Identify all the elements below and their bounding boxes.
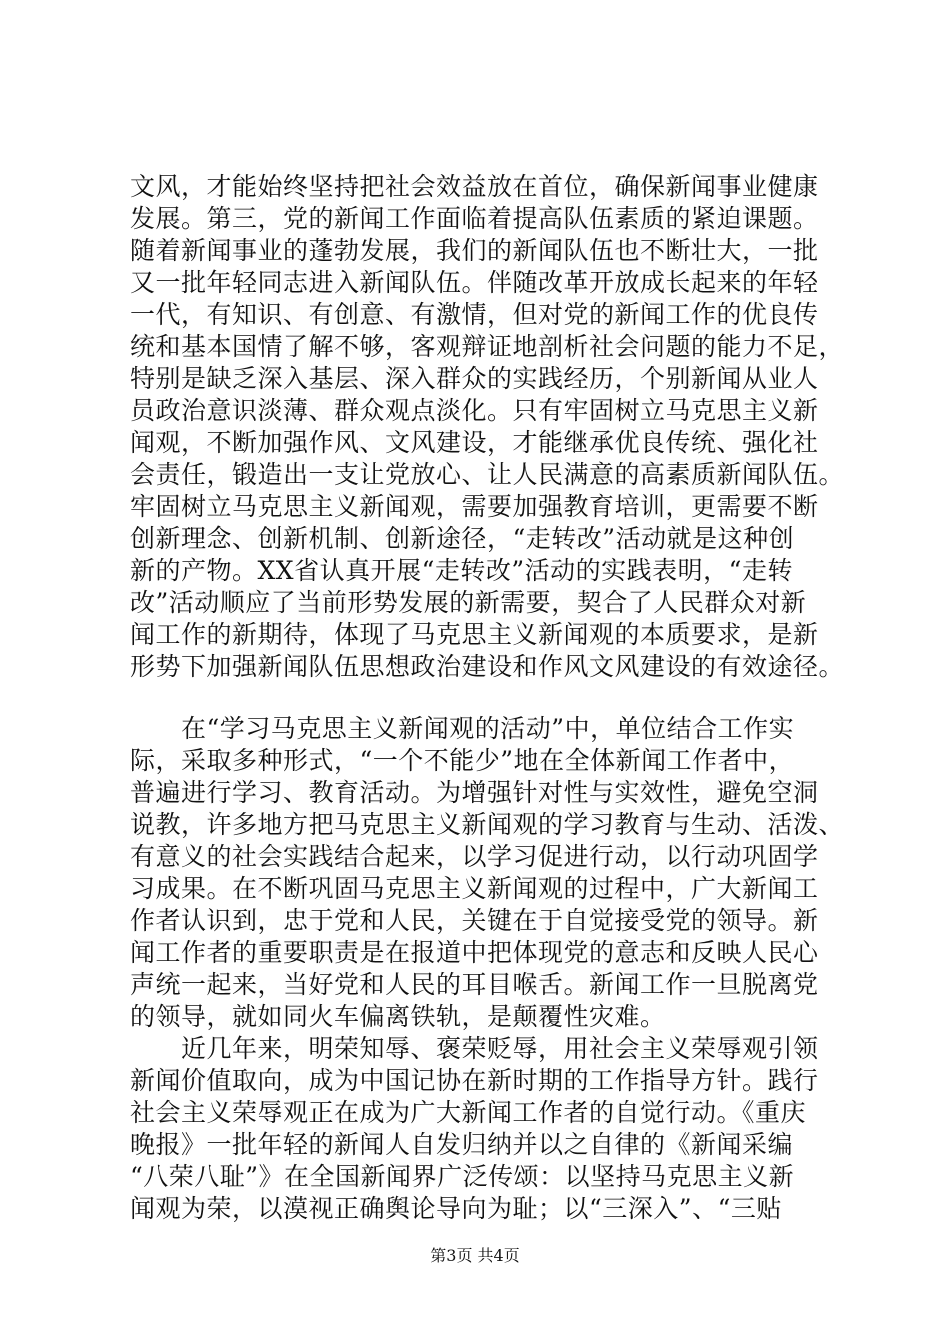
text-line: 际，采取多种形式，“一个不能少”地在全体新闻工作者中， — [130, 746, 795, 775]
paragraph — [130, 171, 845, 683]
paragraph — [130, 1033, 830, 1225]
text-line: 随着新闻事业的蓬勃发展，我们的新闻队伍也不断壮大，一批 — [130, 236, 819, 265]
text-line: 作者认识到，忠于党和人民，关键在于自觉接受党的领导。新 — [130, 906, 819, 935]
text-line: 习成果。在不断巩固马克思主义新闻观的过程中，广大新闻工 — [130, 874, 819, 903]
text-line: 统和基本国情了解不够，客观辩证地剖析社会问题的能力不足， — [130, 332, 845, 361]
text-line: 一代，有知识、有创意、有激情，但对党的新闻工作的优良传 — [130, 300, 819, 329]
text-line: 又一批年轻同志进入新闻队伍。伴随改革开放成长起来的年轻 — [130, 268, 819, 297]
text-line: 近几年来，明荣知辱、褒荣贬辱，用社会主义荣辱观引领 — [130, 1034, 819, 1063]
text-line: 改”活动顺应了当前形势发展的新需要，契合了人民群众对新 — [130, 588, 807, 617]
text-line: 声统一起来，当好党和人民的耳目喉舌。新闻工作一旦脱离党 — [130, 970, 819, 999]
paragraph-spacer — [130, 683, 830, 713]
text-line: 晚报》一批年轻的新闻人自发归纳并以之自律的《新闻采编 — [130, 1130, 794, 1159]
text-line: 社会主义荣辱观正在成为广大新闻工作者的自觉行动。《重庆 — [130, 1098, 807, 1127]
text-line: 的领导，就如同火车偏离铁轨，是颠覆性灾难。 — [130, 1002, 666, 1031]
text-line: 特别是缺乏深入基层、深入群众的实践经历，个别新闻从业人 — [130, 364, 819, 393]
text-line: “八荣八耻”》在全国新闻界广泛传颂：以坚持马克思主义新 — [130, 1162, 795, 1191]
text-line: 说教，许多地方把马克思主义新闻观的学习教育与生动、活泼、 — [130, 810, 845, 839]
text-line: 新闻价值取向，成为中国记协在新时期的工作指导方针。践行 — [130, 1066, 819, 1095]
page-footer: 第3页 共4页 — [430, 1246, 520, 1265]
text-line: 闻观，不断加强作风、文风建设，才能继承优良传统、强化社 — [130, 428, 819, 457]
text-line: 发展。第三，党的新闻工作面临着提高队伍素质的紧迫课题。 — [130, 204, 819, 233]
paragraph — [130, 713, 845, 1033]
text-line: 新的产物。XX省认真开展“走转改”活动的实践表明，“走转 — [130, 556, 793, 585]
text-line: 员政治意识淡薄、群众观点淡化。只有牢固树立马克思主义新 — [130, 396, 819, 425]
text-line: 闻观为荣，以漠视正确舆论导向为耻；以“三深入”、“三贴 — [130, 1194, 782, 1223]
document-body — [130, 171, 845, 1225]
text-line: 普遍进行学习、教育活动。为增强针对性与实效性，避免空洞 — [130, 778, 819, 807]
text-line: 牢固树立马克思主义新闻观，需要加强教育培训，更需要不断 — [130, 492, 819, 521]
text-line: 在“学习马克思主义新闻观的活动”中，单位结合工作实 — [130, 714, 795, 743]
text-line: 创新理念、创新机制、创新途径，“走转改”活动就是这种创 — [130, 524, 795, 553]
text-line: 闻工作者的重要职责是在报道中把体现党的意志和反映人民心 — [130, 938, 819, 967]
text-line: 形势下加强新闻队伍思想政治建设和作风文风建设的有效途径。 — [130, 652, 845, 681]
text-line: 会责任，锻造出一支让党放心、让人民满意的高素质新闻队伍。 — [130, 460, 845, 489]
text-line: 文风，才能始终坚持把社会效益放在首位，确保新闻事业健康 — [130, 172, 819, 201]
text-line: 闻工作的新期待，体现了马克思主义新闻观的本质要求，是新 — [130, 620, 819, 649]
text-line: 有意义的社会实践结合起来，以学习促进行动，以行动巩固学 — [130, 842, 819, 871]
